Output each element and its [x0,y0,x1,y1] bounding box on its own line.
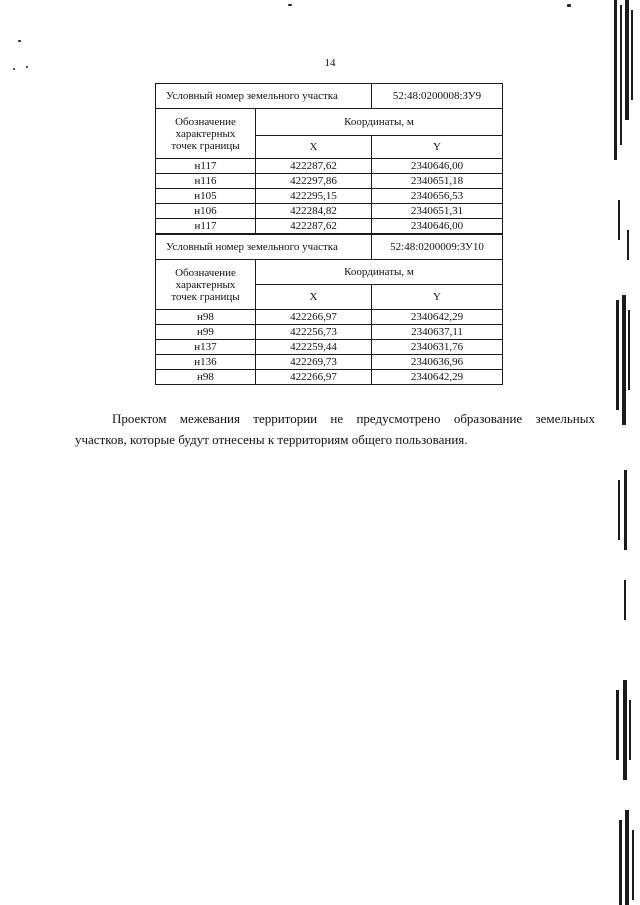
x-value: 422284,82 [256,204,372,219]
x-value: 422287,62 [256,159,372,174]
y-value: 2340636,96 [372,355,503,370]
coordinates-table-2 [155,234,503,385]
point-id: н137 [156,340,256,355]
table-row [156,204,503,219]
body-paragraph [75,408,595,450]
plot-number-label: Условный номер земельного участка [156,84,372,109]
y-header: Y [372,136,503,159]
x-value: 422297,86 [256,174,372,189]
coordinates-header: Координаты, м [256,109,503,136]
y-header: Y [372,285,503,310]
scan-speck [567,4,571,7]
table-row [156,310,503,325]
point-id: н98 [156,370,256,385]
table-row [156,219,503,234]
x-value: 422259,44 [256,340,372,355]
x-value: 422266,97 [256,310,372,325]
coordinates-table-1 [155,83,503,234]
y-value: 2340642,29 [372,310,503,325]
page-number: 14 [324,57,336,69]
table-row [156,189,503,204]
table-row [156,370,503,385]
paragraph-line-1: Проектом межевания территории не предусмотрено образование земельных [112,411,595,426]
plot-number-value: 52:48:0200008:ЗУ9 [372,84,503,109]
plot-number-value: 52:48:0200009:ЗУ10 [372,235,503,260]
point-id: н117 [156,159,256,174]
x-header: X [256,285,372,310]
table-row [156,340,503,355]
y-value: 2340646,00 [372,219,503,234]
x-value: 422269,73 [256,355,372,370]
table-row [156,325,503,340]
y-value: 2340651,18 [372,174,503,189]
scan-speck [13,68,15,70]
point-id: н136 [156,355,256,370]
y-value: 2340651,31 [372,204,503,219]
point-header: Обозначение характерных точек границы [156,260,256,310]
plot-number-label: Условный номер земельного участка [156,235,372,260]
paragraph-line-2: участков, которые будут отнесены к территориям общего пользования. [75,432,468,447]
coordinates-header: Координаты, м [256,260,503,285]
y-value: 2340642,29 [372,370,503,385]
x-header: X [256,136,372,159]
x-value: 422256,73 [256,325,372,340]
table-row [156,355,503,370]
table-row [156,159,503,174]
y-value: 2340631,76 [372,340,503,355]
point-id: н105 [156,189,256,204]
point-header: Обозначение характерных точек границы [156,109,256,159]
point-id: н116 [156,174,256,189]
scan-speck [26,66,28,68]
point-id: н98 [156,310,256,325]
scan-edge-artifact [594,0,640,905]
x-value: 422266,97 [256,370,372,385]
table-row [156,174,503,189]
x-value: 422287,62 [256,219,372,234]
point-id: н106 [156,204,256,219]
scan-speck [18,40,21,42]
y-value: 2340646,00 [372,159,503,174]
x-value: 422295,15 [256,189,372,204]
y-value: 2340637,11 [372,325,503,340]
scan-speck [288,4,292,6]
point-id: н99 [156,325,256,340]
point-id: н117 [156,219,256,234]
y-value: 2340656,53 [372,189,503,204]
